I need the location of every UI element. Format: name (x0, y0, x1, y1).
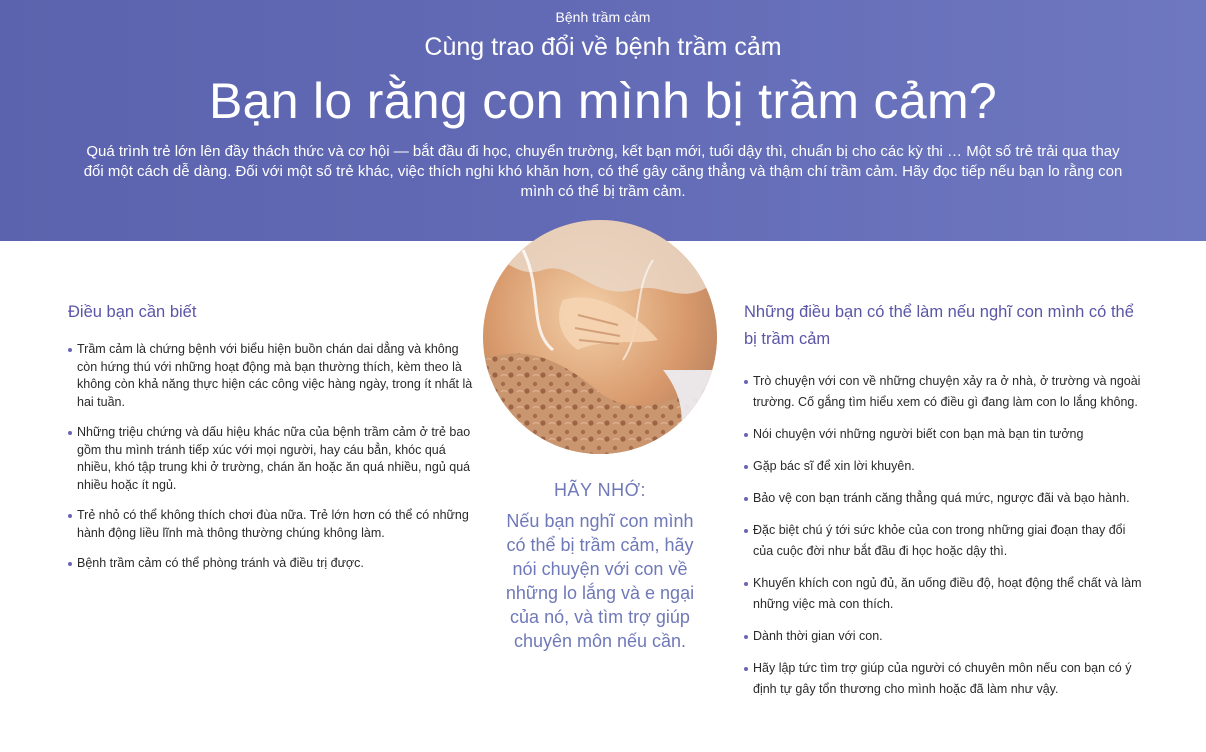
left-bullet-list (68, 341, 476, 586)
list-item: Bệnh trầm cảm có thể phòng tránh và điều trị được. (68, 555, 476, 573)
list-item: Hãy lập tức tìm trợ giúp của người có chuyên môn nếu con bạn có ý định tự gây tổn thương cho mình hoặc đã làm như vậy. (744, 658, 1146, 700)
right-bullet-list (744, 371, 1146, 711)
hands-illustration (483, 220, 717, 454)
list-item: Những triệu chứng và dấu hiệu khác nữa của bệnh trầm cảm ở trẻ bao gồm thu mình tránh tiếp xúc với mọi người, hay cáu bẳn, khóc quá nhiều, khó tập trung khi ở trường, chán ăn hoặc ăn quá nhiều, ngủ quá nhiều hoặc ít ngủ. (68, 424, 476, 494)
list-item: Trò chuyện với con về những chuyện xảy ra ở nhà, ở trường và ngoài trường. Cố gắng tìm hiểu xem có điều gì đang làm con lo lắng không. (744, 371, 1146, 413)
page-title: Bạn lo rằng con mình bị trầm cảm? (208, 73, 998, 129)
remember-title: HÃY NHỚ: (553, 480, 647, 500)
list-item: Trầm cảm là chứng bệnh với biểu hiện buồn chán dai dẳng và không còn hứng thú với những hoạt động mà bạn thường thích, kèm theo là không còn khả năng thực hiện các công việc hàng ngày, trong ít nhất là hai tuần. (68, 341, 476, 411)
list-item: Dành thời gian với con. (744, 626, 1146, 647)
right-heading: Những điều bạn có thể làm nếu nghĩ con mình có thể bị trầm cảm (744, 303, 1134, 348)
list-item: Đặc biệt chú ý tới sức khỏe của con trong những giai đoạn thay đổi của cuộc đời như bắt đầu đi học hoặc dậy thì. (744, 520, 1146, 562)
list-item: Bảo vệ con bạn tránh căng thẳng quá mức, ngược đãi và bạo hành. (744, 488, 1146, 509)
list-item: Khuyến khích con ngủ đủ, ăn uống điều độ, hoạt động thể chất và làm những việc mà con thích. (744, 573, 1146, 615)
list-item: Trẻ nhỏ có thể không thích chơi đùa nữa. Trẻ lớn hơn có thể có những hành động liều lĩnh mà thông thường chúng không làm. (68, 507, 476, 542)
intro-paragraph: Quá trình trẻ lớn lên đầy thách thức và cơ hội — bắt đầu đi học, chuyển trường, kết bạn mới, tuổi dậy thì, chuẩn bị cho các kỳ thi … Một số trẻ trải qua thay đổi một cách dễ dàng. Đối với một số trẻ khác, việc thích nghi khó khăn hơn, có thể gây căng thẳng và thậm chí trầm cảm. Hãy đọc tiếp nếu bạn lo rằng con mình có thể bị trầm cảm. (83, 143, 1123, 200)
remember-callout (500, 480, 700, 653)
header-banner (0, 0, 1206, 241)
left-heading: Điều bạn cần biết (68, 303, 197, 321)
category-label: Bệnh trầm cảm (555, 9, 651, 25)
list-item: Nói chuyện với những người biết con bạn mà bạn tin tưởng (744, 424, 1146, 445)
remember-text: Nếu bạn nghĩ con mình có thể bị trầm cảm, hãy nói chuyện với con về những lo lắng và e ngại của nó, và tìm trợ giúp chuyên môn nếu cần. (505, 511, 695, 651)
list-item: Gặp bác sĩ để xin lời khuyên. (744, 456, 1146, 477)
page-subtitle: Cùng trao đổi về bệnh trầm cảm (424, 33, 782, 61)
hands-photo (483, 220, 717, 454)
